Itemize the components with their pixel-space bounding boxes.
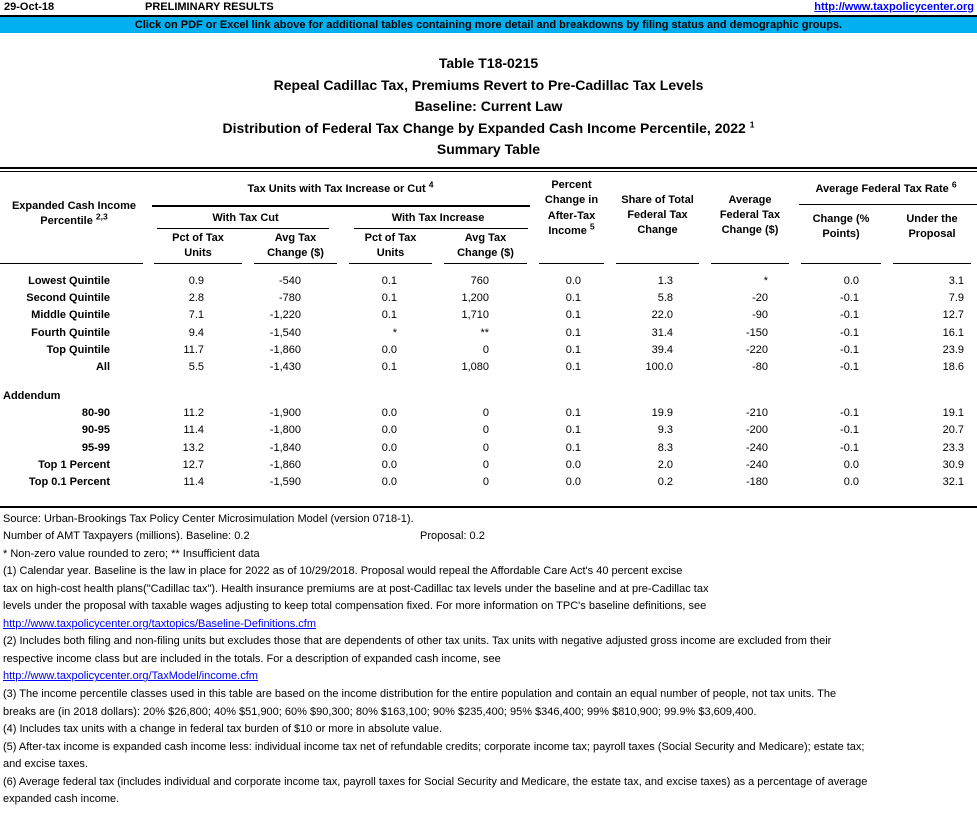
cell-value: 0.1 [565,441,581,454]
cell-value: 2.0 [657,458,673,471]
row-label: Second Quintile [26,292,110,305]
addendum-rows [0,405,977,491]
table-bottom-rule [0,506,977,508]
cell-value: 22.0 [651,309,673,322]
cell-value: 23.9 [942,343,964,356]
divider [539,263,604,265]
preliminary-results-label: PRELIMINARY RESULTS [145,1,274,13]
cell-value: -150 [745,326,768,339]
cell-value: -240 [745,458,768,471]
info-banner: Click on PDF or Excel link above for additional tables containing more detail and breakdowns by filing status and demographic groups. [0,17,977,33]
divider [157,228,329,230]
cell-value: 0.0 [381,475,397,488]
cell-value: 0.0 [381,407,397,420]
cell-value: -20 [752,292,768,305]
footnote-6-line-1: (6) Average federal tax (includes individual and corporate income tax, payroll taxes for Social Security and Medicare, the estate tax, and excise taxes) as a percentage of average [3,775,868,788]
footnote-2-line-2: respective income class but are included in the totals. For a description of expanded cash income, see [3,652,501,665]
cell-value: 0.0 [565,275,581,288]
cell-value: -1,800 [269,424,301,437]
col-header-avg-tax-change-increase: Avg Tax Change ($) [457,231,514,259]
cell-value: 0.9 [188,275,204,288]
footnote-3-line-2: breaks are (in 2018 dollars): 20% $26,800; 40% $51,900; 60% $90,300; 80% $163,100; 90% $235,400; 95% $346,400; 99% $810,900; 99.9% $3,609,400. [3,705,757,718]
cell-value: 0 [482,343,489,356]
divider [254,263,337,265]
footnote-1-line-3: levels under the proposal with taxable wages adjusting to keep total compensation fixed. For more information on TPC's baseline definitions, see [3,600,707,613]
cell-value: -0.1 [840,326,859,339]
col-header-share-of-total: Share of Total Federal Tax Change [621,193,694,236]
cell-value: 0.0 [381,458,397,471]
amt-taxpayers-note [3,528,977,546]
top-bar [0,0,977,17]
baseline-definitions-link[interactable]: http://www.taxpolicycenter.org/taxtopics/Baseline-Definitions.cfm [3,617,317,630]
cell-value: -1,900 [269,407,301,420]
cell-value: -1,840 [269,441,301,454]
cell-value: -1,860 [269,343,301,356]
cell-value: -90 [752,309,768,322]
footnote-ref-5: 5 [589,221,595,232]
footnote-5-line-1: (5) After-tax income is expanded cash income less: individual income tax net of refundable credits; corporate income tax; payroll taxes (Social Security and Medicare); estate tax; [3,740,865,753]
cell-value: 0.1 [381,361,397,374]
col-header-pct-tax-units-cut: Pct of Tax Units [172,231,224,259]
cell-value: 0.2 [657,475,673,488]
cell-value: 19.9 [651,407,673,420]
divider [354,228,528,230]
footnote-4: (4) Includes tax units with a change in federal tax burden of $10 or more in absolute value. [3,723,443,736]
row-label: Top Quintile [46,343,110,356]
cell-value: 9.3 [657,424,673,437]
tpc-website-link[interactable]: http://www.taxpolicycenter.org [814,1,974,13]
cell-value: -180 [745,475,768,488]
col-header-avg-tax-change-cut: Avg Tax Change ($) [267,231,324,259]
col-header-income-percentile: Expanded Cash Income Percentile $^{2,3}$ [11,199,137,227]
table-number: Table T18-0215 [438,55,539,71]
cell-value: 16.1 [942,326,964,339]
cell-value: 0.1 [565,343,581,356]
cell-value: -240 [745,441,768,454]
row-label: Lowest Quintile [28,275,110,288]
cell-value: 30.9 [942,458,964,471]
divider [349,263,432,265]
cell-value: 0 [482,407,489,420]
cell-value: 0 [482,424,489,437]
amt-baseline-value: Number of AMT Taxpayers (millions). Baseline: 0.2 [3,530,250,543]
divider [799,204,977,206]
cell-value: 7.9 [948,292,964,305]
cell-value: 39.4 [651,343,673,356]
table-row [0,290,977,307]
row-label: Top 0.1 Percent [28,475,110,488]
title-block [0,53,977,161]
cell-value: 0.0 [843,475,859,488]
footnote-2-line-1: (2) Includes both filing and non-filing units but excludes those that are dependents of other tax units. Tax units with negative adjusted gross income are excluded from their [3,635,832,648]
table-row [0,358,977,375]
divider [893,263,971,265]
cell-value: -1,860 [269,458,301,471]
cell-value: 0.1 [565,326,581,339]
cell-value: 5.8 [657,292,673,305]
cell-value: 0.1 [565,407,581,420]
baseline-label: Baseline: Current Law [414,98,563,114]
divider [444,263,527,265]
cell-value: 0 [482,458,489,471]
source-note: Source: Urban-Brookings Tax Policy Center Microsimulation Model (version 0718-1). [3,512,414,525]
table-row [0,405,977,422]
cell-value: 19.1 [942,407,964,420]
footnote-ref-6: 6 [951,178,957,189]
table-row [0,341,977,358]
group-header-avg-federal-tax-rate: Average Federal Tax Rate $^6$ [815,178,957,195]
cell-value: -1,540 [269,326,301,339]
amt-proposal-value: Proposal: 0.2 [420,530,485,543]
footnote-ref-4: 4 [428,178,434,189]
table-subtitle: Distribution of Federal Tax Change by Expanded Cash Income Percentile, 2022 $^1$ [222,118,755,136]
cell-value: 100.0 [645,361,673,374]
cell-value: -0.1 [840,292,859,305]
table-row [0,273,977,290]
cell-value: -0.1 [840,309,859,322]
footnote-ref-1: 1 [749,118,755,129]
cell-value: 0.0 [381,343,397,356]
cell-value: 11.4 [183,475,204,488]
cell-value: 32.1 [942,475,964,488]
cell-value: 0.1 [565,292,581,305]
cell-value: 0 [482,475,489,488]
cell-value: -220 [745,343,768,356]
cell-value: 12.7 [182,458,204,471]
table-row [0,324,977,341]
divider [0,263,143,265]
cell-value: 1.3 [657,275,673,288]
cell-value: -540 [278,275,301,288]
col-header-avg-federal-tax-change: Average Federal Tax Change ($) [719,193,781,236]
cell-value: 0.0 [381,441,397,454]
footnote-6-line-2: expanded cash income. [3,793,120,806]
cell-value: 2.8 [188,292,204,305]
divider [801,263,881,265]
cell-value: 0.0 [843,458,859,471]
cell-value: 11.7 [183,343,204,356]
cell-value: 18.6 [942,361,964,374]
cell-value: 0.0 [565,458,581,471]
cell-value: -0.1 [840,407,859,420]
row-label: 95-99 [81,441,110,454]
footnote-1-line-2: tax on high-cost health plans("Cadillac tax"). Health insurance premiums are at post-Cadillac tax levels under the baseline and at pre-Cadillac tax [3,582,709,595]
divider [711,263,789,265]
cell-value: 7.1 [188,309,204,322]
col-header-change-pct-points: Change (% Points) [812,212,870,240]
footnote-3-line-1: (3) The income percentile classes used in this table are based on the income distribution for the entire population and contain an equal number of people, not tax units. The [3,688,837,701]
footnote-5-line-2: and excise taxes. [3,758,88,771]
table-title: Repeal Cadillac Tax, Premiums Revert to Pre-Cadillac Tax Levels [273,76,704,93]
table-row [0,307,977,324]
footnote-ref-2-3: 2,3 [95,210,108,221]
row-label: Top 1 Percent [38,458,110,471]
cell-value: 0.0 [843,275,859,288]
row-label: Middle Quintile [31,309,110,322]
cell-value: 760 [470,275,489,288]
distribution-table [0,167,977,508]
table-header [0,172,977,267]
cell-value: 0.1 [565,309,581,322]
table-row [0,473,977,490]
cell-value: 0.0 [381,424,397,437]
divider [616,263,699,265]
subgroup-header-with-tax-increase: With Tax Increase [391,211,485,224]
table-row [0,439,977,456]
cell-value: -0.1 [840,343,859,356]
divider [154,263,242,265]
income-definition-link[interactable]: http://www.taxpolicycenter.org/TaxModel/income.cfm [3,670,258,683]
cell-value: 11.2 [183,407,204,420]
cell-value: -780 [278,292,301,305]
row-label: Fourth Quintile [31,326,110,339]
cell-value: -0.1 [840,424,859,437]
cell-value: -200 [745,424,768,437]
cell-value: -1,430 [269,361,301,374]
report-date: 29-Oct-18 [4,1,55,13]
cell-value: 31.4 [651,326,673,339]
cell-value: 1,710 [461,309,489,322]
cell-value: 1,080 [461,361,489,374]
col-header-under-the-proposal: Under the Proposal [906,212,958,240]
cell-value: -80 [752,361,768,374]
group-header-tax-units: Tax Units with Tax Increase or Cut $^4$ [247,178,434,195]
cell-value: 0.1 [381,292,397,305]
cell-value: 8.3 [657,441,673,454]
cell-value: 0.1 [565,424,581,437]
cell-value: 3.1 [948,275,964,288]
col-header-pct-change-after-tax-income: Percent Change in After-Tax Income $^5$ [544,178,599,237]
summary-table-label: Summary Table [436,141,541,157]
cell-value: -1,220 [269,309,301,322]
cell-value: * [763,275,768,288]
asterisk-note: * Non-zero value rounded to zero; ** Insufficient data [3,547,260,560]
footnotes [0,511,977,809]
cell-value: 1,200 [461,292,489,305]
row-label: 80-90 [81,407,110,420]
cell-value: 12.7 [942,309,964,322]
cell-value: * [392,326,397,339]
footnote-1-line-1: (1) Calendar year. Baseline is the law in place for 2022 as of 10/29/2018. Proposal would repeal the Affordable Care Act's 40 percent excise [3,565,683,578]
table-row [0,422,977,439]
cell-value: -0.1 [840,441,859,454]
cell-value: ** [480,326,489,339]
cell-value: 23.3 [942,441,964,454]
cell-value: -210 [745,407,768,420]
cell-value: 5.5 [188,361,204,374]
cell-value: 11.4 [183,424,204,437]
table-row [0,456,977,473]
cell-value: 0.1 [381,275,397,288]
cell-value: 0 [482,441,489,454]
cell-value: -1,590 [269,475,301,488]
row-label: All [95,361,110,374]
row-label: 90-95 [81,424,110,437]
subgroup-header-with-tax-cut: With Tax Cut [212,211,279,224]
cell-value: 20.7 [942,424,964,437]
col-header-pct-tax-units-increase: Pct of Tax Units [364,231,417,259]
quintile-rows [0,267,977,376]
cell-value: -0.1 [840,361,859,374]
addendum-label: Addendum [3,389,61,402]
cell-value: 0.0 [565,475,581,488]
cell-value: 0.1 [381,309,397,322]
cell-value: 13.2 [182,441,204,454]
divider [152,205,530,208]
cell-value: 0.1 [565,361,581,374]
cell-value: 9.4 [188,326,204,339]
